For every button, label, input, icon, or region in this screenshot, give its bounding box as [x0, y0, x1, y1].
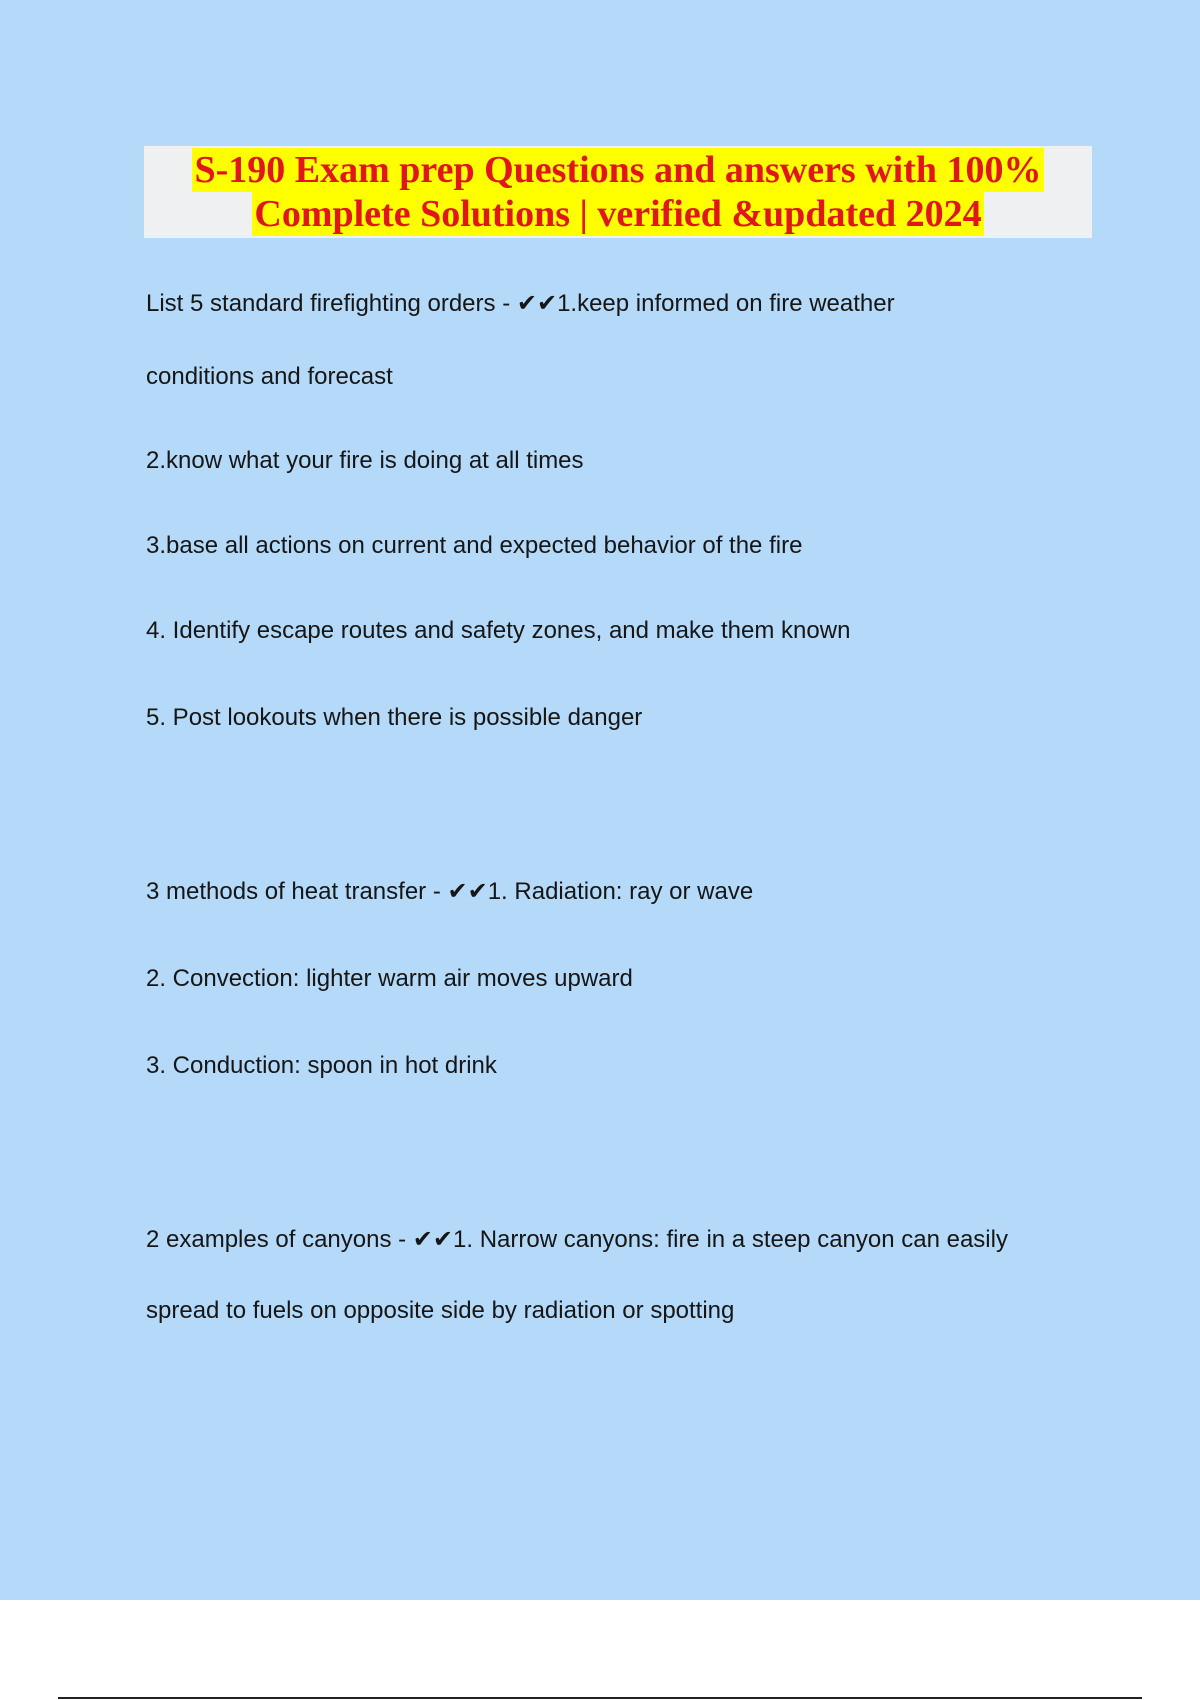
question-canyons: 2 examples of canyons - ✔✔1. Narrow canyons: fire in a steep canyon can easily — [146, 1226, 1008, 1253]
answer-line: 4. Identify escape routes and safety zones, and make them known — [146, 617, 851, 644]
answer-line: 5. Post lookouts when there is possible danger — [146, 704, 643, 731]
title-line-1: S-190 Exam prep Questions and answers with 100% — [194, 149, 1042, 191]
question-heat-transfer: 3 methods of heat transfer - ✔✔1. Radiation: ray or wave — [146, 878, 754, 905]
answer-line: conditions and forecast — [146, 363, 393, 390]
title-box — [144, 146, 1092, 238]
answer-line: 2.know what your fire is doing at all times — [146, 447, 584, 474]
question-firefighting-orders: List 5 standard firefighting orders - ✔✔1.keep informed on fire weather — [146, 290, 895, 317]
answer-line: 2. Convection: lighter warm air moves upward — [146, 965, 633, 992]
answer-line: 3. Conduction: spoon in hot drink — [146, 1052, 497, 1079]
footer-divider — [58, 1697, 1142, 1699]
answer-line: spread to fuels on opposite side by radiation or spotting — [146, 1297, 735, 1324]
title-line-2: Complete Solutions | verified &updated 2024 — [254, 193, 982, 235]
answer-line: 3.base all actions on current and expected behavior of the fire — [146, 532, 803, 559]
